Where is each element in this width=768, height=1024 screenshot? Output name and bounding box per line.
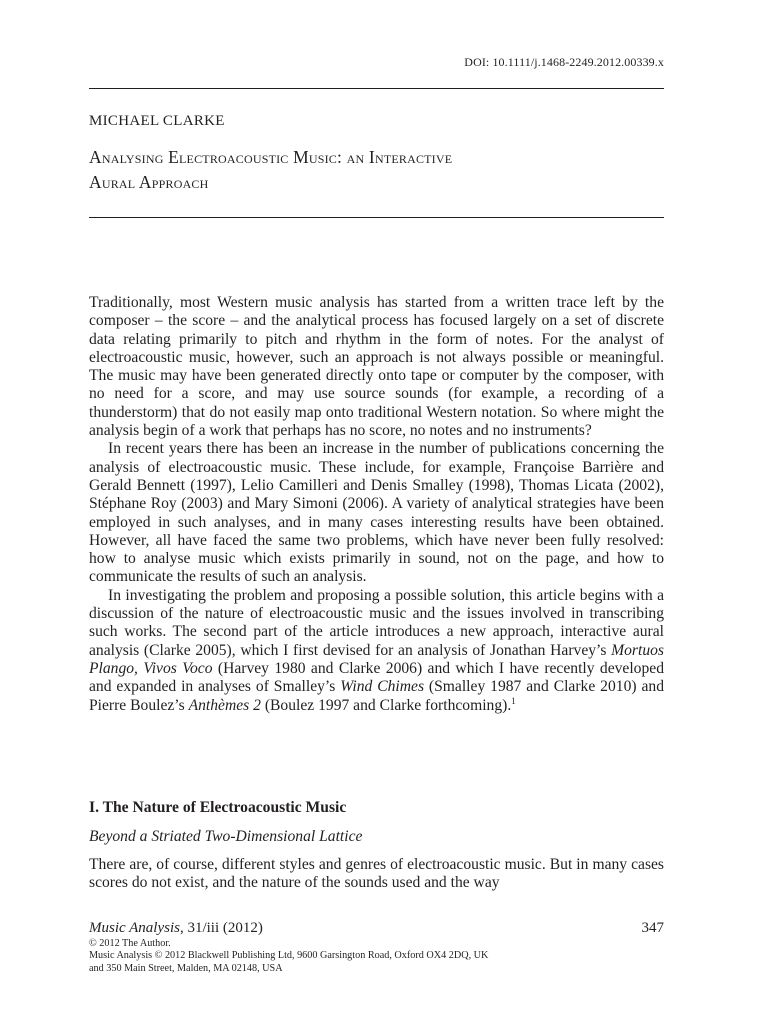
section-subheading: Beyond a Striated Two-Dimensional Lattice — [89, 828, 363, 845]
journal-name: Music Analysis — [89, 920, 180, 936]
top-rule — [89, 88, 664, 89]
article-title — [89, 145, 452, 195]
copyright-line-2: Music Analysis © 2012 Blackwell Publishing Ltd, 9600 Garsington Road, Oxford OX4 2DQ, UK — [89, 950, 489, 962]
article-title-line-1: Analysing Electroacoustic Music: an Interactive — [89, 147, 453, 167]
section-body — [89, 856, 664, 893]
paragraph-1: Traditionally, most Western music analysis has started from a written trace left by the composer – the score – and the analytical process has focused largely on a set of discrete data relating primarily to pitch and rhythm in the form of notes. For the analyst of electroacoustic music, however, such an approach is not always possible or meaningful. The music may have been generated directly onto tape or computer by the composer, with no need for a score, and may use source sounds (for example, a recording of a thunderstorm) that do not easily map onto traditional Western notation. So where might the analysis begin of a work that perhaps has no score, no notes and no instruments? — [89, 294, 664, 440]
author-name: MICHAEL CLARKE — [89, 113, 225, 129]
footnote-marker[interactable]: 1 — [511, 695, 516, 706]
paragraph-3-text-e: (Smalley 1987 and Clarke 2010) and Pierre Boulez’s — [89, 678, 664, 714]
title-rule — [89, 217, 664, 218]
copyright-notice — [89, 938, 488, 975]
paragraph-3 — [89, 587, 664, 715]
work-title-wind-chimes: Wind Chimes — [340, 678, 425, 696]
paragraph-3-text-a: In investigating the problem and proposing a possible solution, this article begins with a discussion of the nature of electroacoustic music and the issues involved in transcribing such works. The second part of the article introduces a new approach, interactive aural analysis (Clarke 2005), which I first devised for an analysis of Jonathan Harvey’s — [89, 586, 664, 659]
work-title-mortuos-plango: Mortuos Plango, Vivos Voco — [89, 641, 664, 677]
section-heading: I. The Nature of Electroacoustic Music — [89, 799, 347, 816]
doi-label: DOI: 10.1111/j.1468-2249.2012.00339.x — [464, 55, 664, 69]
paragraph-3-text-g: (Boulez 1997 and Clarke forthcoming). — [260, 696, 512, 714]
copyright-line-1: © 2012 The Author. — [89, 938, 171, 949]
article-title-line-2: Aural Approach — [89, 172, 209, 192]
paragraph-4: There are, of course, different styles and genres of electroacoustic music. But in many cases scores do not exist, and the nature of the sounds used and the way — [89, 856, 664, 892]
journal-citation — [89, 920, 263, 937]
page-number: 347 — [641, 920, 664, 936]
copyright-line-3: and 350 Main Street, Malden, MA 02148, USA — [89, 962, 283, 974]
paragraph-3-text-c: (Harvey 1980 and Clarke 2006) and which I have recently developed and expanded in analyses of Smalley’s — [89, 659, 664, 696]
work-title-anthemes-2: Anthèmes 2 — [188, 696, 261, 714]
paragraph-2: In recent years there has been an increase in the number of publications concerning the analysis of electroacoustic music. These include, for example, Françoise Barrière and Gerald Bennett (1997), Lelio Camilleri and Denis Smalley (1998), Thomas Licata (2002), Stéphane Roy (2003) and Mary Simoni (2006). A variety of analytical strategies have been employed in such analyses, and in many cases interesting results have been obtained. However, all have faced the same two problems, which have never been fully resolved: how to analyse music which exists primarily in sound, not on the page, and how to communicate the results of such an analysis. — [89, 440, 664, 586]
journal-issue: , 31/iii (2012) — [179, 920, 263, 936]
body-text — [89, 294, 664, 715]
